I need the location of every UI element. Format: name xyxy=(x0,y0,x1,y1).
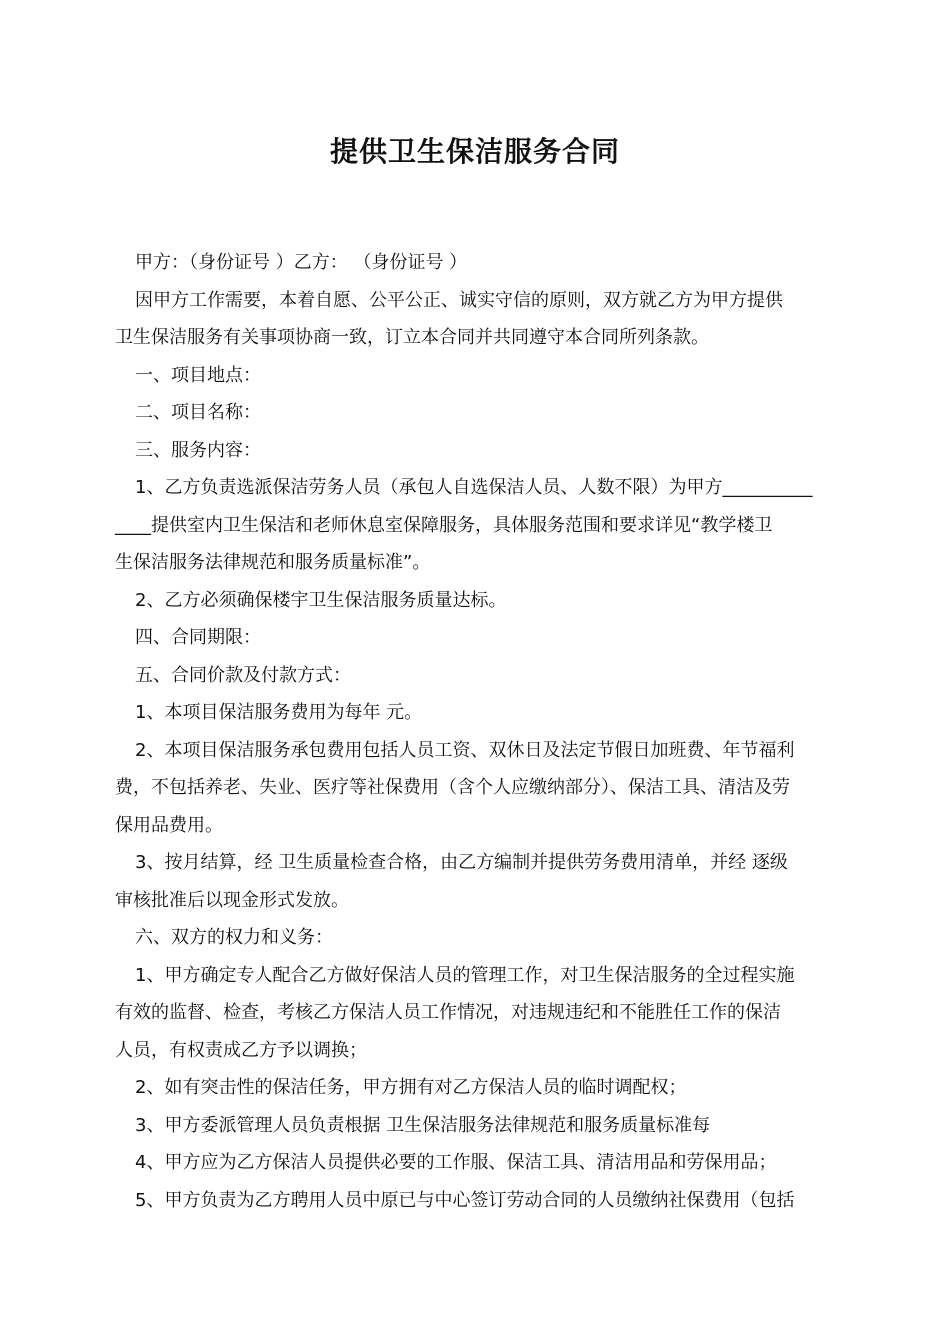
party-line: 甲方：（身份证号 ）乙方： （身份证号 ） xyxy=(135,252,468,273)
paragraph-line: 有效的监督、检查，考核乙方保洁人员工作情况，对违规违纪和不能胜任工作的保洁 xyxy=(115,1002,781,1023)
paragraph-line: 因甲方工作需要，本着自愿、公平公正、诚实守信的原则，双方就乙方为甲方提供 xyxy=(135,290,783,311)
section-heading: 一、项目地点： xyxy=(135,365,261,386)
paragraph-line: 1、本项目保洁服务费用为每年 元。 xyxy=(135,702,423,723)
paragraph-line: 3、甲方委派管理人员负责根据 卫生保洁服务法律规范和服务质量标准每 xyxy=(135,1115,711,1136)
paragraph-line: 3、按月结算，经 卫生质量检查合格，由乙方编制并提供劳务费用清单，并经 逐级 xyxy=(135,852,788,873)
paragraph-line: 2、如有突击性的保洁任务，甲方拥有对乙方保洁人员的临时调配权； xyxy=(135,1077,687,1098)
paragraph-line: 2、本项目保洁服务承包费用包括人员工资、双休日及法定节假日加班费、年节福利 xyxy=(135,740,795,761)
section-heading: 五、合同价款及付款方式： xyxy=(135,665,351,686)
section-heading: 三、服务内容： xyxy=(135,440,261,461)
paragraph-line: 费，不包括养老、失业、医疗等社保费用（含个人应缴纳部分）、保洁工具、清洁及劳 xyxy=(115,777,790,798)
paragraph-line: 1、甲方确定专人配合乙方做好保洁人员的管理工作，对卫生保洁服务的全过程实施 xyxy=(135,965,795,986)
section-heading: 六、双方的权力和义务： xyxy=(135,927,333,948)
paragraph-line: 生保洁服务法律规范和服务质量标准”。 xyxy=(115,552,431,573)
paragraph-line: 2、乙方必须确保楼宇卫生保洁服务质量达标。 xyxy=(135,590,507,611)
paragraph-line: 1、乙方负责选派保洁劳务人员（承包人自选保洁人员、人数不限）为甲方__________ xyxy=(135,477,813,498)
paragraph-line: 卫生保洁服务有关事项协商一致，订立本合同并共同遵守本合同所列条款。 xyxy=(115,327,709,348)
paragraph-line: 人员，有权责成乙方予以调换； xyxy=(115,1040,367,1061)
section-heading: 二、项目名称： xyxy=(135,402,261,423)
paragraph-line: 4、甲方应为乙方保洁人员提供必要的工作服、保洁工具、清洁用品和劳保用品； xyxy=(135,1152,777,1173)
paragraph-line: 审核批准后以现金形式发放。 xyxy=(115,890,349,911)
document-title: 提供卫生保洁服务合同 xyxy=(329,135,620,168)
paragraph-line: ____提供室内卫生保洁和老师休息室保障服务，具体服务范围和要求详见“教学楼卫 xyxy=(115,515,773,536)
paragraph-line: 5、甲方负责为乙方聘用人员中原已与中心签订劳动合同的人员缴纳社保费用（包括 xyxy=(135,1190,795,1211)
paragraph-line: 保用品费用。 xyxy=(115,815,223,836)
section-heading: 四、合同期限： xyxy=(135,627,261,648)
